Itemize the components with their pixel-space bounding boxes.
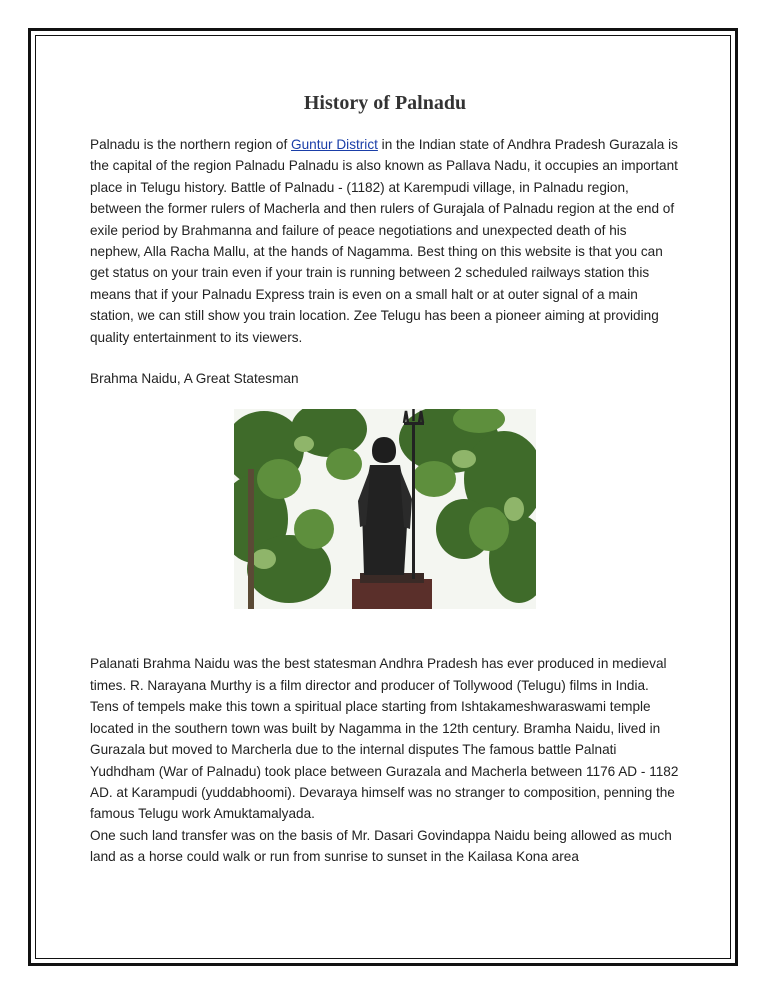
intro-paragraph <box>90 134 680 348</box>
section-subheading: Brahma Naidu, A Great Statesman <box>90 371 299 387</box>
body-paragraph: Palanati Brahma Naidu was the best statesman Andhra Pradesh has ever produced in medieval times. R. Narayana Murthy is a film director and producer of Tollywood (Telugu) films in India. Tens of tempels make this town a spiritual place starting from Ishtakameshwaraswami temple located in the southern town was built by Nagamma in the 12th century. Bramha Naidu, lived in Gurazala but moved to Marcherla due to the internal disputes The famous battle Palnati Yudhdham (War of Palnadu) took place between Gurazala and Macherla between 1176 AD - 1182 AD. at Karampudi (yuddabhoomi). Devaraya himself was no stranger to composition, penning the famous Telugu work Amuktamalyada. <box>90 656 679 822</box>
document-title: History of Palnadu <box>303 92 467 114</box>
intro-text-start: Palnadu is the northern region of <box>90 137 292 152</box>
intro-text-end: in the Indian state of Andhra Pradesh Gurazala is the capital of the region Palnadu Palnadu is also known as Pallava Nadu, it occupies an important place in Telugu history. Battle of Palnadu - (1182) at Karempudi village, in Palnadu region, between the former rulers of Macherla and then rulers of Gurajala of Palnadu region at the end of exile period by Brahmanna and failure of peace negotiations and unexpected death of his nephew, Alla Racha Mallu, at the hands of Nagamma. Best thing on this website is that you can get status on your train even if your train is running between 2 scheduled railways station this means that if your Palnadu Express train is even on a small halt or at outer signal of a main station, we can still show you train location. Zee Telugu has been a pioneer aiming at providing quality entertainment to its viewers. <box>90 137 678 345</box>
guntur-district-link[interactable]: Guntur District <box>291 137 378 152</box>
closing-paragraph: One such land transfer was on the basis of Mr. Dasari Govindappa Naidu being allowed as much land as a horse could walk or run from sunrise to sunset in the Kailasa Kona area <box>90 827 672 865</box>
document-page <box>90 88 680 868</box>
brahma-naidu-statue-photo <box>234 409 536 609</box>
